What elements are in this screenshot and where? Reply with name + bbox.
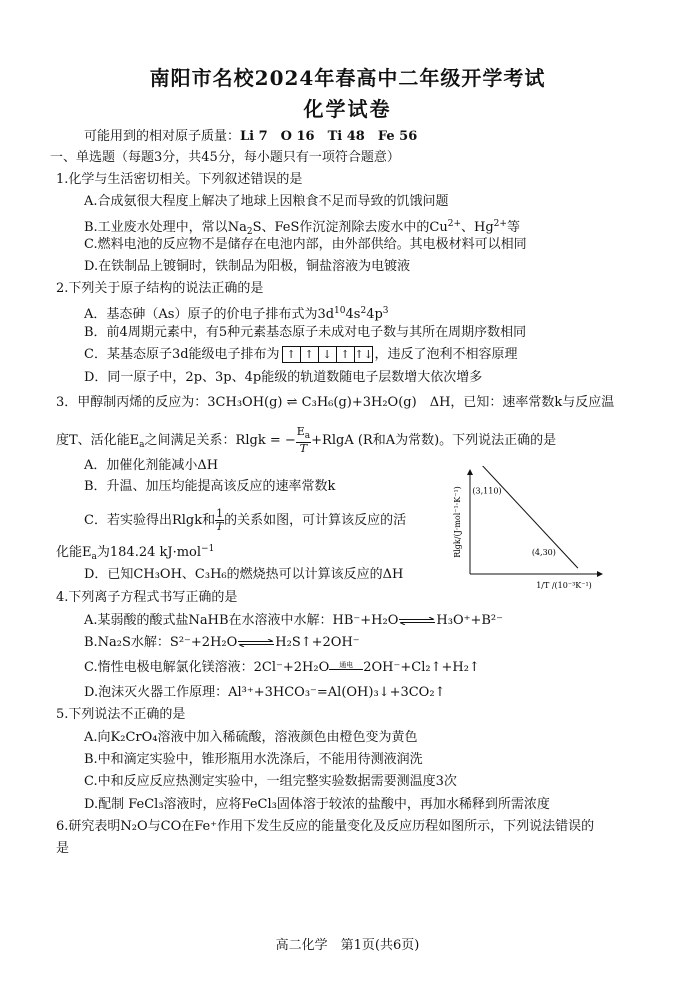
q3-relation: 度T、活化能$E_a$之间满足关系：Rlgk = − $\frac{E_a}{T}$ +RlgA (R和A为常数)。下列说法正确的是 [56, 425, 557, 455]
point-label: (3,110) [472, 486, 502, 496]
q1-option-d: D.在铁制品上镀铜时，铁制品为阳极，铜盐溶液为电镀液 [84, 259, 411, 274]
q4-option-d: D.泡沫灭火器工作原理：Al³⁺+3HCO₃⁻=Al(OH)₃↓+3CO₂↑ [84, 685, 446, 700]
orbital-diagram: ↑ ↑ ↓ ↑ ↑↓ [282, 346, 373, 363]
one-over-t-fraction: $\frac{1}{T}$ [215, 507, 224, 533]
q6-stem-cont: 是 [56, 841, 70, 856]
ea-over-t-fraction: $\frac{E_a}{T}$ [296, 425, 311, 455]
q5-option-d: D.配制 FeCl₃溶液时，应将FeCl₃固体溶于较浓的盐酸中，再加水稀释到所需浓度 [84, 797, 550, 812]
page-footer: 高二化学 第1页(共6页) [275, 938, 420, 953]
q1-option-c: C.燃料电池的反应物不是储存在电池内部，由外部供给。其电极材料可以相同 [84, 237, 527, 252]
q5-option-b: B.中和滴定实验中，锥形瓶用水洗涤后，不能用待测液润洗 [84, 752, 423, 767]
q5-stem: 5.下列说法不正确的是 [56, 707, 186, 722]
y-axis-label: Rlgk/(J·mol⁻¹·K⁻¹) [453, 486, 462, 558]
equilibrium-arrow [237, 639, 275, 647]
q5-option-c: C.中和反应反应热测定实验中，一组完整实验数据需要测温度3次 [84, 774, 457, 789]
q1-option-a: A.合成氨很大程度上解决了地球上因粮食不足而导致的饥饿问题 [84, 194, 449, 209]
x-axis-label: 1/T /(10⁻³K⁻¹) [536, 581, 592, 590]
page-title: 南阳市名校2024年春高中二年级开学考试 [149, 66, 546, 90]
q4-stem: 4.下列离子方程式书写正确的是 [56, 590, 238, 605]
q3-option-b: B．升温、加压均能提高该反应的速率常数k [84, 479, 336, 494]
q3-option-c-cont: 化能$E_a$为184.24 kJ·mol$^{-1}$ [56, 544, 215, 562]
q3-option-d: D．已知CH₃OH、C₃H₆的燃烧热可以计算该反应的ΔH [84, 567, 404, 582]
data-line [481, 466, 577, 568]
q2-option-c: C．某基态原子3d能级电子排布为 ↑ ↑ ↓ ↑ ↑↓ ，违反了泡利不相容原理 [84, 347, 518, 362]
q2-option-b: B．前4周期元素中，有5种元素基态原子未成对电子数与其所在周期序数相同 [84, 325, 527, 340]
q6-stem: 6.研究表明N₂O与CO在Fe⁺作用下发生反应的能量变化及反应历程如图所示，下列说法错误的 [56, 819, 595, 834]
point-label: (4,30) [531, 547, 556, 557]
q1-stem: 1.化学与生活密切相关。下列叙述错误的是 [56, 172, 303, 187]
q5-option-a: A.向K₂CrO₄溶液中加入稀硫酸，溶液颜色由橙色变为黄色 [84, 730, 418, 745]
q2-option-d: D．同一原子中，2p、3p、4p能级的轨道数随电子层数增大依次增多 [84, 370, 483, 385]
section-heading: 一、单选题（每题3分，共45分，每小题只有一项符合题意） [50, 150, 400, 165]
q1-option-b: B.工业废水处理中，常以$Na_2S$、FeS作沉淀剂除去废水中的$Cu^{2+}$、$Hg^{2+}$等 [84, 219, 520, 237]
atomic-masses: 可能用到的相对原子质量：Li 7 O 16 Ti 48 Fe 56 [84, 129, 418, 144]
q4-option-b: B.Na₂S水解：S²⁻+2H₂O H₂S↑+2OH⁻ [84, 635, 360, 650]
q3-stem: 3．甲醇制丙烯的反应为：3CH₃OH(g) ⇌ C₃H₆(g)+3H₂O(g) ΔH，已知：速率常数k与反应温 [56, 395, 615, 410]
equilibrium-arrow [398, 617, 436, 625]
q4-option-c: C.惰性电极电解氯化镁溶液：2Cl⁻+2H₂O 通电 2OH⁻+Cl₂↑+H₂↑ [84, 660, 480, 675]
rlgk-vs-inverse-t-chart [452, 466, 622, 596]
page-subtitle: 化学试卷 [303, 97, 392, 121]
q2-option-a: A．基态砷（As）原子的价电子排布式为$3d^{10}4s^24p^3$ [84, 306, 389, 322]
q3-option-c: C．若实验得出Rlgk和 $\frac{1}{T}$ 的关系如图，可计算该反应的活 [84, 507, 407, 533]
electrolysis-arrow: 通电 [329, 665, 363, 670]
q2-stem: 2.下列关于原子结构的说法正确的是 [56, 281, 264, 296]
q3-option-a: A．加催化剂能减小ΔH [84, 458, 219, 473]
q4-option-a: A.某弱酸的酸式盐NaHB在水溶液中水解：HB⁻+H₂O H₃O⁺+B²⁻ [84, 613, 503, 628]
